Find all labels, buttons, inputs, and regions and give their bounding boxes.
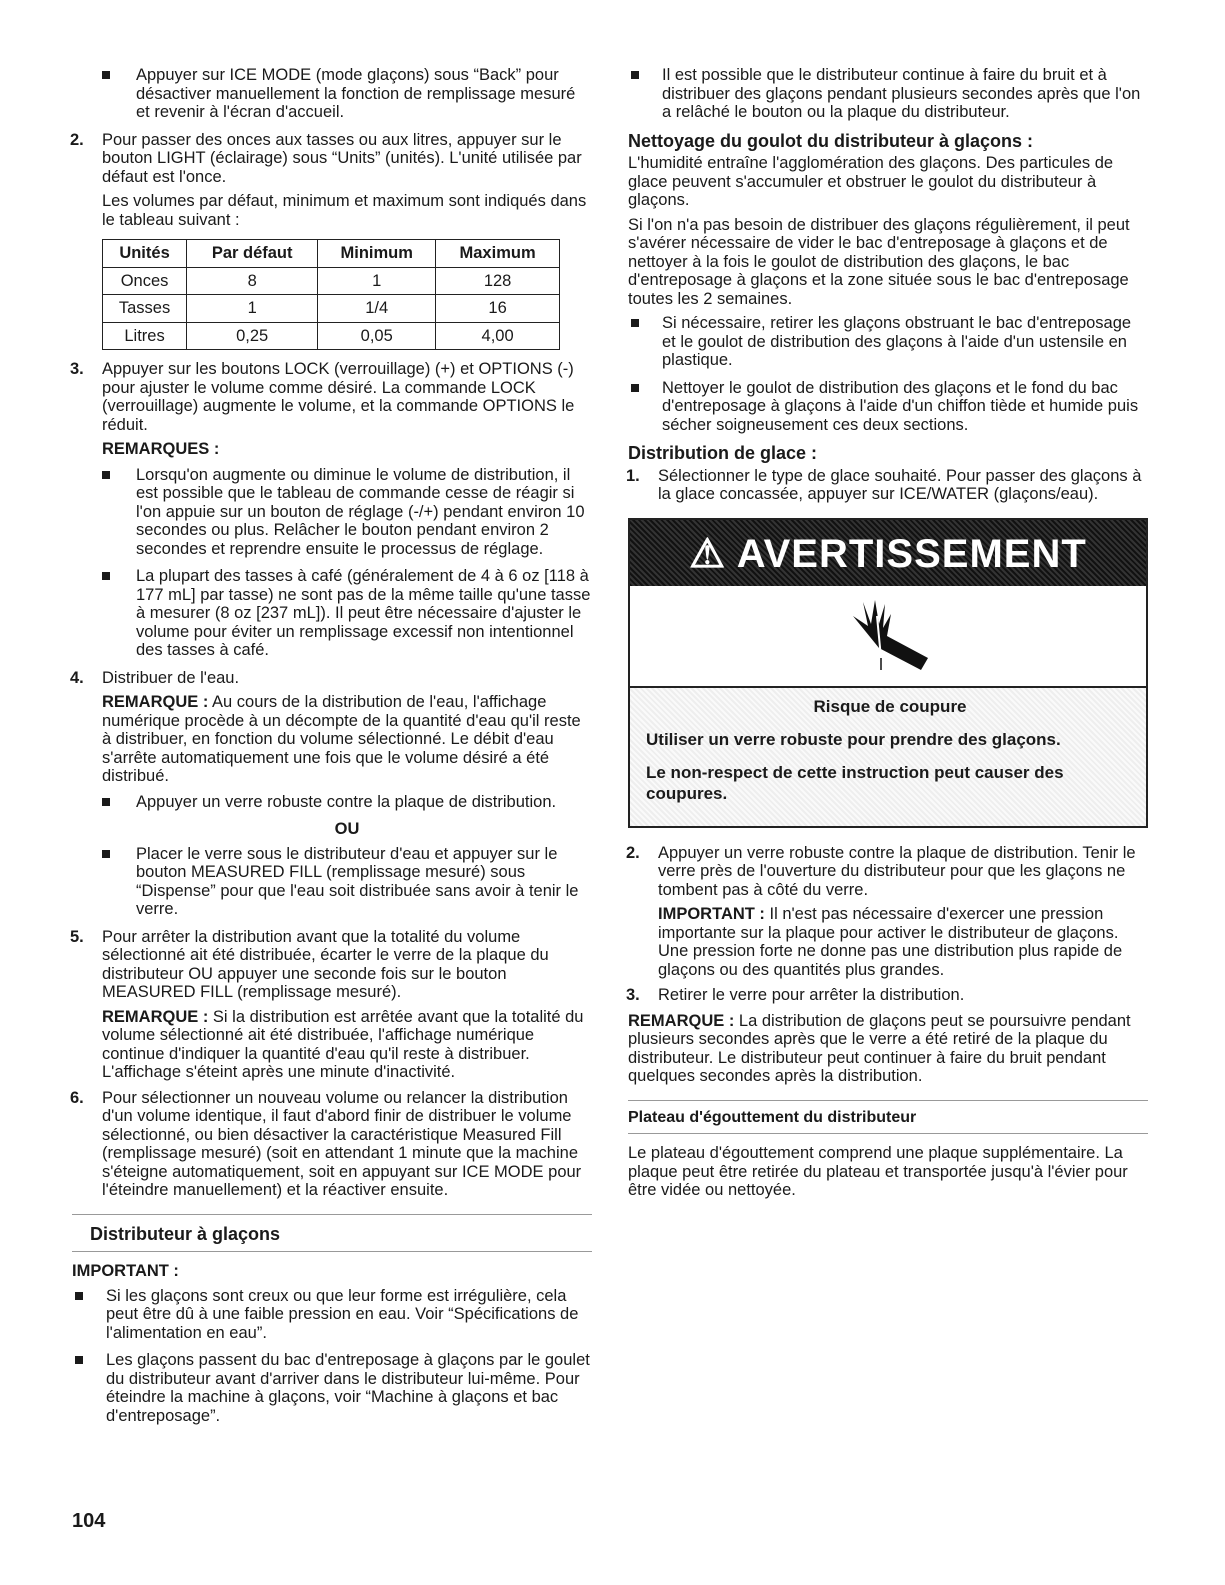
section-title: Plateau d'égouttement du distributeur (628, 1100, 1148, 1135)
step-5 (72, 928, 592, 1082)
table-cell: 0,25 (187, 322, 318, 350)
paragraph: Pour passer des onces aux tasses ou aux litres, appuyer sur le bouton LIGHT (éclairage) sous “Units” (unités). L'unité utilisée par défaut est l'once. (102, 130, 582, 186)
list-item: Si les glaçons sont creux ou que leur forme est irrégulière, cela peut être dû à une faible pression en eau. Voir “Spécifications de l'alimentation en eau”. (72, 1287, 592, 1343)
step-number: 5. (70, 927, 84, 946)
step-number: 3. (70, 360, 84, 378)
warning-body (630, 688, 1146, 826)
right-column (628, 66, 1148, 1206)
list-item: Lorsqu'on augmente ou diminue le volume de distribution, il est possible que le tableau de commande cesse de réagir si l'on appuie sur un bouton de réglage (-/+) pendant environ 10 secondes ou plus. Relâcher le bouton pendant environ 2 secondes et reprendre ensuite le processus de réglage. (102, 466, 592, 559)
page-number: 104 (72, 1510, 106, 1532)
list-item: Appuyer sur ICE MODE (mode glaçons) sous “Back” pour désactiver manuellement la fonction de remplissage mesuré et revenir à l'écran d'accueil. (102, 66, 592, 122)
table-cell: Tasses (103, 295, 187, 323)
dist-step-2 (628, 844, 1148, 980)
table-row (103, 267, 560, 295)
list-item: Appuyer un verre robuste contre la plaque de distribution. (102, 793, 592, 812)
warning-risk: Risque de coupure (813, 696, 967, 716)
warning-header (630, 520, 1146, 586)
paragraph: Si la distribution est arrêtée avant que la totalité du volume sélectionné ait été distribuée, l'affichage numérique continue d'indiquer la quantité d'eau qu'il reste à distribuer. L'affichage s'éteint après une minute d'inactivité. (102, 1007, 584, 1081)
table-cell: 1/4 (318, 295, 436, 323)
section-title: Distributeur à glaçons (72, 1214, 592, 1253)
heading-distribution: Distribution de glace : (628, 443, 818, 463)
table-cell: 8 (187, 267, 318, 295)
table-cell: Litres (103, 322, 187, 350)
step-number: 3. (626, 986, 640, 1004)
paragraph: Pour arrêter la distribution avant que la totalité du volume sélectionné ait été distribuée, écarter le verre de la plaque du distributeur OU appuyer une seconde fois sur le bouton MEASURED FILL (remplissage mesuré). (102, 927, 549, 1001)
warning-line: Utiliser un verre robuste pour prendre des glaçons. (646, 729, 1061, 749)
step-3 (72, 360, 592, 459)
table-header: Par défaut (187, 240, 318, 268)
important-label: IMPORTANT : (72, 1262, 179, 1280)
paragraph: La distribution de glaçons peut se poursuivre pendant plusieurs secondes après que le verre a été retiré de la plaque du distributeur. Le distributeur peut continuer à faire du bruit pendant quelques secondes après la distribution. (628, 1011, 1131, 1085)
ou-separator: OU (334, 820, 360, 838)
table-header: Unités (103, 240, 187, 268)
volume-table (102, 239, 560, 350)
table-cell: 16 (436, 295, 560, 323)
list-item: Placer le verre sous le distributeur d'eau et appuyer sur le bouton MEASURED FILL (remplissage mesuré) sous “Dispense” pour que l'eau soit distribuée sans avoir à tenir le verre. (102, 845, 592, 919)
dist-step-3 (628, 986, 1148, 1005)
list-item: La plupart des tasses à café (généralement de 4 à 6 oz [118 à 177 mL] par tasse) ne sont pas de la même taille qu'une tasse à mesurer (8 oz [237 mL]). Il peut être nécessaire d'ajuster le volume pour éviter un remplissage excessif non intentionnel des tasses à café. (102, 567, 592, 660)
heading-nettoyage: Nettoyage du goulot du distributeur à glaçons : (628, 130, 1034, 151)
list-item: Si nécessaire, retirer les glaçons obstruant le bac d'entreposage et le goulot de distribution des glaçons à l'aide d'un ustensile en plastique. (628, 314, 1148, 370)
table-header: Minimum (318, 240, 436, 268)
table-cell: 128 (436, 267, 560, 295)
warning-triangle-icon: ⚠ (689, 531, 727, 576)
remarque-label: REMARQUE : (102, 693, 209, 711)
table-cell: 1 (318, 267, 436, 295)
paragraph: Appuyer un verre robuste contre la plaque de distribution. Tenir le verre près de l'ouverture du distributeur pour que les glaçons ne tombent pas à côté du verre. (658, 843, 1136, 899)
paragraph: Retirer le verre pour arrêter la distribution. (658, 986, 965, 1004)
remarque-label: REMARQUE : (102, 1007, 209, 1026)
warning-line: Le non-respect de cette instruction peut causer des coupures. (646, 762, 1064, 803)
cut-hand-icon (630, 586, 1146, 688)
table-cell: 1 (187, 295, 318, 323)
paragraph: Appuyer sur les boutons LOCK (verrouillage) (+) et OPTIONS (-) pour ajuster le volume comme désiré. La commande LOCK (verrouillage) augmente le volume, et la commande OPTIONS le réduit. (102, 360, 575, 434)
list-item: Il est possible que le distributeur continue à faire du bruit et à distribuer des glaçons pendant plusieurs secondes après que l'on a relâché le bouton ou la plaque du distributeur. (628, 66, 1148, 122)
step-number: 6. (70, 1088, 84, 1107)
paragraph: Si l'on n'a pas besoin de distribuer des glaçons régulièrement, il peut s'avérer nécessaire de vider le bac d'entreposage à glaçons et de nettoyer à la fois le goulot de distribution des glaçons, le bac d'entreposage à glaçons et la zone située sous le bac d'entreposage toutes les 2 semaines. (628, 215, 1130, 308)
paragraph: Pour sélectionner un nouveau volume ou relancer la distribution d'un volume identique, il faut d'abord finir de distribuer le volume sélectionné, ou bien désactiver la caractéristique Measured Fill (remplissage mesuré) (soit en attendant 1 minute que la machine s'éteigne automatiquement, soit en appuyant sur ICE MODE pour l'éteindre manuellement) et la réactiver ensuite. (102, 1088, 582, 1199)
important-label: IMPORTANT : (658, 905, 765, 923)
step-number: 2. (626, 843, 640, 862)
table-cell: 0,05 (318, 322, 436, 350)
paragraph: Distribuer de l'eau. (102, 668, 240, 687)
step-4 (72, 669, 592, 786)
table-row (103, 295, 560, 323)
remarques-label: REMARQUES : (102, 440, 220, 458)
warning-title: AVERTISSEMENT (736, 531, 1087, 576)
step-2 (72, 131, 592, 230)
paragraph: L'humidité entraîne l'agglomération des glaçons. Des particules de glace peuvent s'accumuler et obstruer le goulot du distributeur à glaçons. (628, 154, 1114, 209)
table-header: Maximum (436, 240, 560, 268)
paragraph: Sélectionner le type de glace souhaité. Pour passer des glaçons à la glace concassée, appuyer sur ICE/WATER (glaçons/eau). (658, 466, 1142, 503)
warning-box (628, 518, 1148, 828)
list-item: Nettoyer le goulot de distribution des glaçons et le fond du bac d'entreposage à glaçons à l'aide d'un chiffon tiède et humide puis sécher soigneusement ces deux sections. (628, 379, 1148, 435)
left-column (72, 66, 592, 1434)
step-number: 2. (70, 130, 84, 149)
remarque-label: REMARQUE : (628, 1011, 735, 1030)
table-header-row (103, 240, 560, 268)
paragraph: Le plateau d'égouttement comprend une plaque supplémentaire. La plaque peut être retirée du plateau et transportée jusqu'à l'évier pour être vidée ou nettoyée. (628, 1144, 1128, 1199)
step-6 (72, 1089, 592, 1200)
table-row (103, 322, 560, 350)
step-number: 4. (70, 668, 84, 687)
paragraph: Il n'est pas nécessaire d'exercer une pression importante sur la plaque pour activer le distributeur de glaçons. Une pression forte ne donne pas une distribution plus rapide de glaçons ou des quantités plus grandes. (658, 905, 1123, 979)
step-number: 1. (626, 466, 640, 485)
paragraph: Les volumes par défaut, minimum et maximum sont indiqués dans le tableau suivant : (102, 192, 587, 229)
table-cell: 4,00 (436, 322, 560, 350)
table-cell: Onces (103, 267, 187, 295)
list-item: Les glaçons passent du bac d'entreposage à glaçons par le goulet du distributeur avant d'arriver dans le distributeur lui-même. Pour éteindre la machine à glaçons, voir “Machine à glaçons et bac d'entreposage”. (72, 1351, 592, 1425)
paragraph: Au cours de la distribution de l'eau, l'affichage numérique procède à un décompte de la quantité d'eau qu'il reste à distribuer, en fonction du volume sélectionné. Le débit d'eau s'arrête automatiquement une fois que le volume désiré a été distribué. (102, 693, 581, 785)
dist-step-1 (628, 467, 1148, 504)
